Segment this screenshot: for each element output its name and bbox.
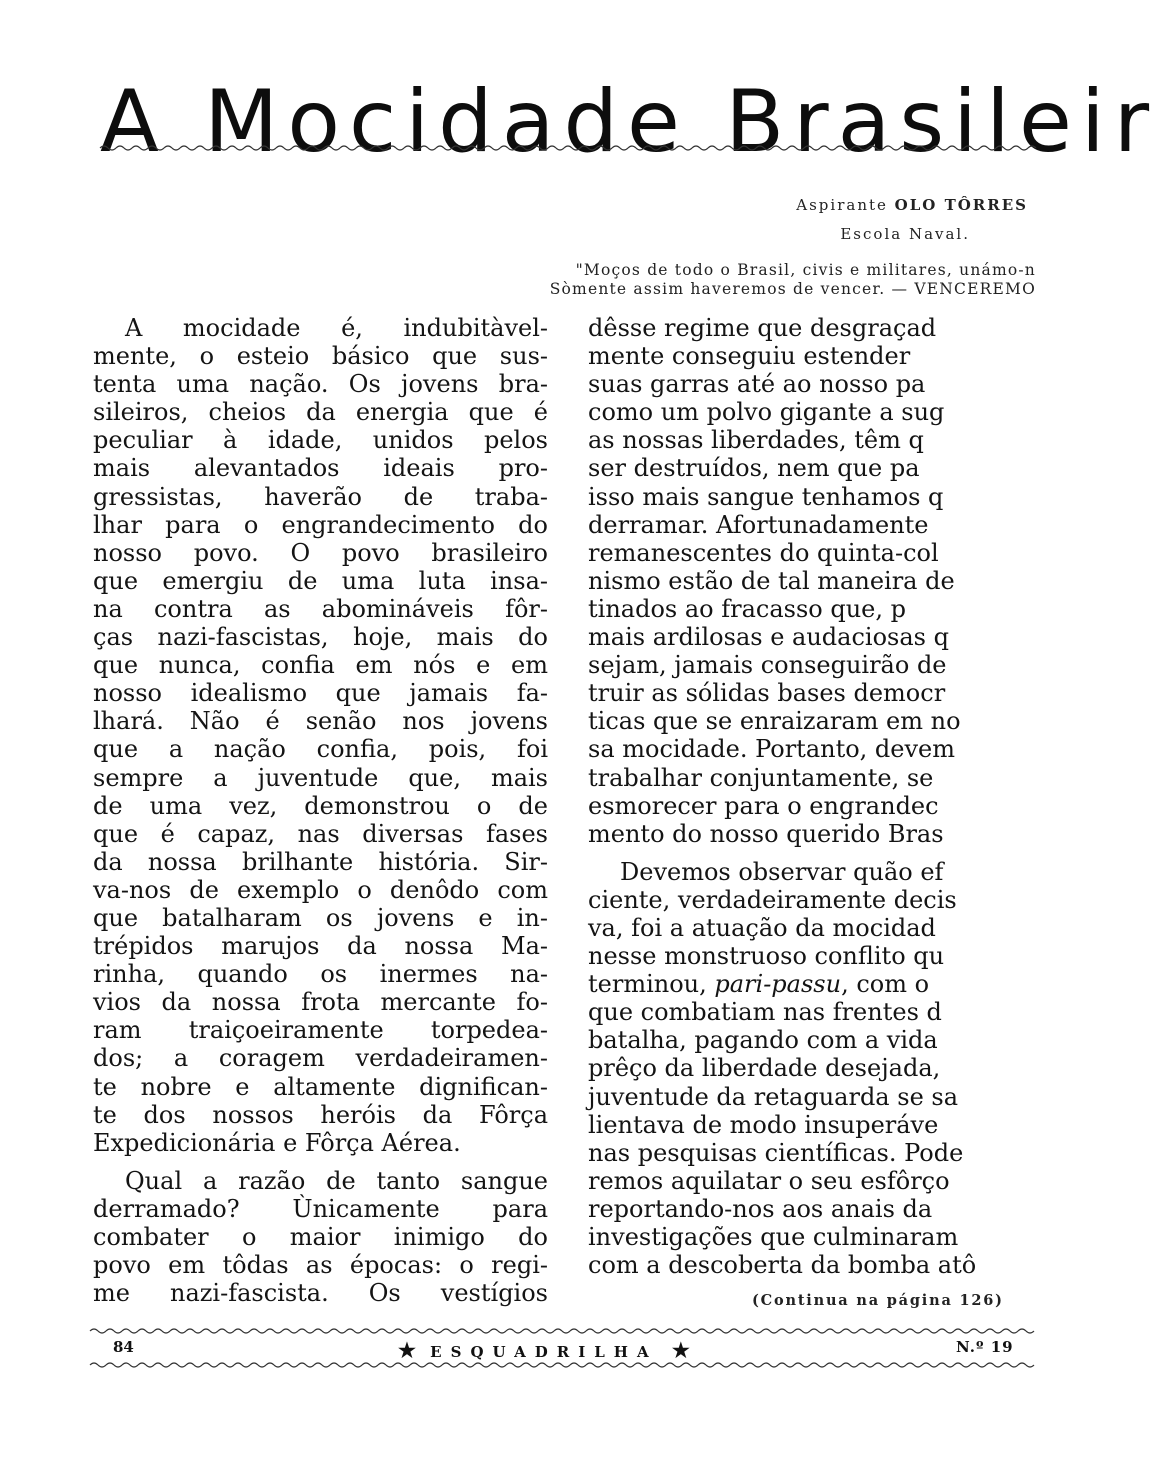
text-line: tenta uma nação. Os jovens bra-: [93, 370, 548, 399]
text-line: reportando-nos aos anais da: [588, 1194, 933, 1223]
text-line: que é capaz, nas diversas fases: [93, 819, 548, 848]
author-prefix: Aspirante: [796, 196, 888, 214]
text-line: ram traiçoeiramente torpedea-: [93, 1016, 548, 1045]
text-line: remanescentes do quinta-col: [588, 538, 939, 567]
text-line: lientava de modo insuperáve: [588, 1110, 939, 1139]
text-line: como um polvo gigante a sug: [588, 398, 945, 427]
text-fragment: terminou,: [588, 970, 715, 999]
text-line: mais ardilosas e audaciosas q: [588, 623, 949, 652]
text-fragment: , com o: [841, 970, 930, 999]
text-line: da nossa brilhante história. Sir-: [93, 847, 548, 876]
text-line: que emergiu de uma luta insa-: [93, 566, 548, 595]
text-line: que combatiam nas frentes d: [588, 998, 942, 1027]
text-line: que nunca, confia em nós e em: [93, 651, 548, 680]
text-line: esmorecer para o engrandec: [588, 791, 939, 820]
epigraph: [452, 261, 1036, 299]
author-byline: [796, 191, 1028, 249]
text-line: sileiros, cheios da energia que é: [93, 398, 548, 427]
left-column: [93, 314, 548, 1307]
text-line: tinados ao fracasso que, p: [588, 594, 906, 623]
text-line: Expedicionária e Fôrça Aérea.: [93, 1128, 461, 1157]
text-line: nosso povo. O povo brasileiro: [93, 538, 548, 567]
paragraph: [588, 858, 1036, 1279]
text-line: as nossas liberdades, têm q: [588, 426, 924, 455]
text-line: me nazi-fascista. Os vestígios: [93, 1279, 548, 1308]
text-line: vios da nossa frota mercante fo-: [93, 988, 548, 1017]
text-line: dêsse regime que desgraçad: [588, 314, 937, 342]
magazine-title: ESQUADRILHA: [430, 1343, 658, 1361]
text-line: ças nazi-fascistas, hoje, mais do: [93, 623, 548, 652]
text-line: trabalhar conjuntamente, se: [588, 763, 934, 792]
text-line: truir as sólidas bases democr: [588, 679, 946, 708]
star-icon: ★: [671, 1338, 690, 1362]
text-line: te nobre e altamente dignifican-: [93, 1072, 548, 1101]
text-line: nesse monstruoso conflito qu: [588, 942, 945, 971]
text-line: mais alevantados ideais pro-: [93, 454, 548, 483]
issue-number: N.º 19: [956, 1338, 1014, 1356]
text-line: na contra as abomináveis fôr-: [93, 594, 548, 623]
title-wavy-rule: [0, 143, 1036, 153]
author-line: [796, 191, 1028, 220]
text-line: nismo estão de tal maneira de: [588, 566, 955, 595]
text-line: gressistas, haverão de traba-: [93, 482, 548, 511]
author-school: Escola Naval.: [840, 225, 970, 243]
right-column: [588, 314, 1036, 1279]
text-line: peculiar à idade, unidos pelos: [93, 426, 548, 455]
text-line: va-nos de exemplo o denôdo com: [93, 875, 548, 904]
text-line: isso mais sangue tenhamos q: [588, 482, 944, 511]
text-line: rinha, quando os inermes na-: [93, 960, 548, 989]
text-line: remos aquilatar o seu esfôrço: [588, 1166, 950, 1195]
text-line: ser destruídos, nem que pa: [588, 454, 920, 483]
star-icon: ★: [398, 1338, 416, 1362]
text-line: sempre a juventude que, mais: [93, 763, 548, 792]
text-line: dos; a coragem verdadeiramen-: [93, 1044, 548, 1073]
epigraph-line: Sòmente assim haveremos de vencer. — VENCEREMO: [549, 280, 1036, 298]
paragraph: [93, 1167, 548, 1307]
text-line: mente conseguiu estender: [588, 342, 911, 371]
text-line: juventude da retaguarda se sa: [588, 1082, 959, 1111]
article-title: A Mocidade Brasileir: [100, 72, 1158, 172]
text-line: va, foi a atuação da mocidad: [588, 913, 936, 942]
text-line: batalha, pagando com a vida: [588, 1026, 938, 1055]
text-line: mento do nosso querido Bras: [588, 819, 944, 848]
text-line: que batalharam os jovens e in-: [93, 903, 548, 932]
italic-term: pari-passu: [714, 970, 842, 999]
text-line: lhará. Não é senão nos jovens: [93, 707, 548, 736]
page-number: 84: [113, 1338, 134, 1356]
text-line: te dos nossos heróis da Fôrça: [93, 1100, 548, 1129]
text-line: nosso idealismo que jamais fa-: [93, 679, 548, 708]
text-line: sa mocidade. Portanto, devem: [588, 735, 956, 764]
text-line: combater o maior inimigo do: [93, 1223, 548, 1251]
text-line: ciente, verdadeiramente decis: [588, 885, 957, 914]
text-line: de uma vez, demonstrou o de: [93, 791, 548, 820]
text-line: Qual a razão de tanto sangue: [125, 1166, 548, 1195]
text-line: derramado? Ùnicamente para: [93, 1194, 548, 1223]
author-name: OLO TÔRRES: [894, 196, 1028, 214]
text-line: que a nação confia, pois, foi: [93, 735, 548, 764]
text-line: prêço da liberdade desejada,: [588, 1054, 941, 1083]
continuation-note: (Continua na página 126): [752, 1292, 1004, 1309]
text-line: [588, 970, 1036, 998]
text-line: investigações que culminaram: [588, 1223, 959, 1251]
text-line: suas garras até ao nosso pa: [588, 370, 926, 399]
footer-wavy-rule-bottom: [0, 1360, 1036, 1370]
text-line: Devemos observar quão ef: [620, 857, 944, 886]
text-line: sejam, jamais conseguirão de: [588, 651, 947, 680]
epigraph-line: "Moços de todo o Brasil, civis e militares, unámo-n: [575, 261, 1036, 279]
text-line: ticas que se enraizaram em no: [588, 707, 961, 736]
text-line: trépidos marujos da nossa Ma-: [93, 932, 548, 961]
text-line: derramar. Afortunadamente: [588, 510, 929, 539]
text-line: A mocidade é, indubitàvel-: [125, 314, 548, 342]
magazine-name: [398, 1338, 690, 1362]
paragraph: [588, 314, 1036, 848]
text-line: mente, o esteio básico que sus-: [93, 342, 548, 371]
text-line: com a descoberta da bomba atô: [588, 1251, 977, 1280]
paragraph: [93, 314, 548, 1157]
text-line: povo em tôdas as épocas: o regi-: [93, 1251, 548, 1280]
footer-wavy-rule-top: [0, 1326, 1036, 1336]
text-line: nas pesquisas científicas. Pode: [588, 1138, 964, 1167]
text-line: lhar para o engrandecimento do: [93, 510, 548, 539]
